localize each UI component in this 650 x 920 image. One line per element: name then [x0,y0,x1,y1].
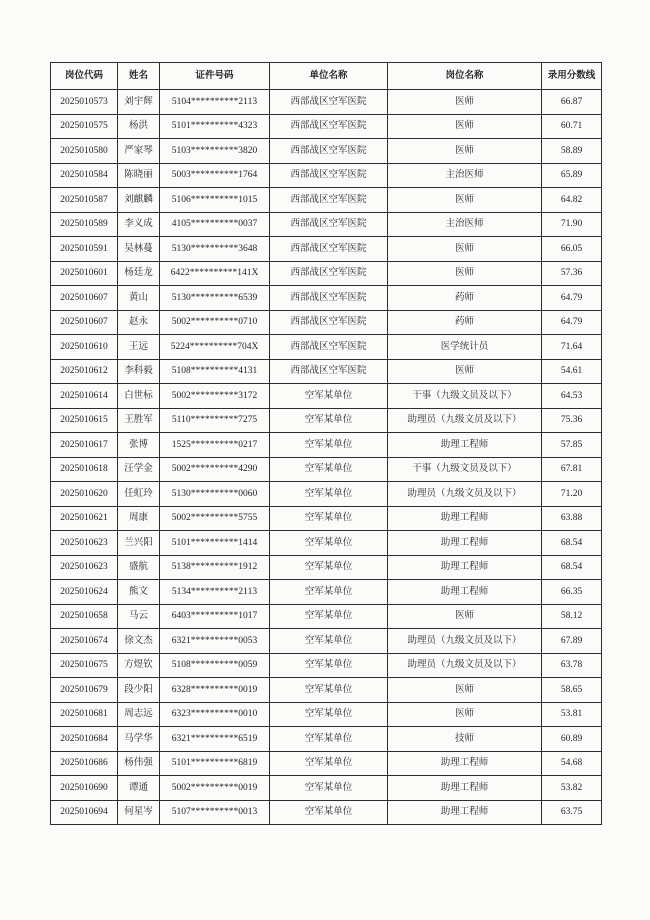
table-cell: 医师 [388,114,542,139]
table-cell: 60.89 [542,727,602,752]
table-cell: 方煜钦 [118,653,160,678]
table-cell: 西部战区空军医院 [270,261,388,286]
table-cell: 干事（九级文员及以下） [388,457,542,482]
table-cell: 58.12 [542,604,602,629]
table-cell: 54.61 [542,359,602,384]
table-cell: 空军某单位 [270,800,388,825]
table-cell: 5130**********3648 [160,237,270,262]
table-cell: 李义成 [118,212,160,237]
table-cell: 5101**********1414 [160,531,270,556]
table-cell: 2025010591 [51,237,118,262]
table-row [51,580,602,605]
table-cell: 空军某单位 [270,702,388,727]
table-cell: 吴林蔓 [118,237,160,262]
table-row [51,286,602,311]
table-cell: 空军某单位 [270,678,388,703]
table-cell: 医学统计员 [388,335,542,360]
table-cell: 空军某单位 [270,580,388,605]
table-cell: 马云 [118,604,160,629]
table-cell: 63.88 [542,506,602,531]
table-row [51,531,602,556]
table-cell: 西部战区空军医院 [270,188,388,213]
table-cell: 医师 [388,604,542,629]
column-header: 录用分数线 [542,63,602,90]
table-row [51,555,602,580]
table-cell: 西部战区空军医院 [270,335,388,360]
table-cell: 4105**********0037 [160,212,270,237]
table-cell: 2025010623 [51,555,118,580]
table-cell: 空军某单位 [270,727,388,752]
table-cell: 5130**********6539 [160,286,270,311]
table-cell: 医师 [388,90,542,115]
table-cell: 熊文 [118,580,160,605]
table-cell: 5103**********3820 [160,139,270,164]
table-cell: 5108**********0059 [160,653,270,678]
column-header: 证件号码 [160,63,270,90]
table-row [51,506,602,531]
table-cell: 医师 [388,139,542,164]
table-cell: 53.81 [542,702,602,727]
table-cell: 助理员（九级文员及以下） [388,653,542,678]
table-row [51,139,602,164]
table-cell: 1525**********0217 [160,433,270,458]
table-cell: 66.87 [542,90,602,115]
table-cell: 周志远 [118,702,160,727]
table-cell: 空军某单位 [270,653,388,678]
table-cell: 2025010681 [51,702,118,727]
table-cell: 张博 [118,433,160,458]
table-cell: 杨洪 [118,114,160,139]
table-cell: 2025010584 [51,163,118,188]
table-cell: 58.65 [542,678,602,703]
table-cell: 2025010573 [51,90,118,115]
table-cell: 助理工程师 [388,800,542,825]
table-cell: 6321**********6519 [160,727,270,752]
table-cell: 2025010589 [51,212,118,237]
table-cell: 空军某单位 [270,408,388,433]
table-cell: 66.35 [542,580,602,605]
table-cell: 2025010624 [51,580,118,605]
table-cell: 2025010615 [51,408,118,433]
table-cell: 2025010658 [51,604,118,629]
table-cell: 2025010617 [51,433,118,458]
table-cell: 2025010690 [51,776,118,801]
table-cell: 5101**********4323 [160,114,270,139]
table-cell: 西部战区空军医院 [270,310,388,335]
table-row [51,604,602,629]
table-cell: 空军某单位 [270,482,388,507]
table-cell: 助理工程师 [388,506,542,531]
table-cell: 67.81 [542,457,602,482]
table-cell: 药师 [388,286,542,311]
table-cell: 64.82 [542,188,602,213]
table-cell: 助理工程师 [388,433,542,458]
table-cell: 75.36 [542,408,602,433]
table-row [51,727,602,752]
table-cell: 67.89 [542,629,602,654]
table-cell: 5101**********6819 [160,751,270,776]
table-row [51,751,602,776]
table-cell: 周康 [118,506,160,531]
table-row [51,335,602,360]
table-row [51,678,602,703]
table-cell: 赵永 [118,310,160,335]
table-cell: 助理工程师 [388,776,542,801]
table-cell: 空军某单位 [270,776,388,801]
table-row [51,163,602,188]
table-row [51,776,602,801]
table-cell: 黄山 [118,286,160,311]
table-cell: 2025010674 [51,629,118,654]
table-cell: 助理工程师 [388,531,542,556]
table-cell: 5134**********2113 [160,580,270,605]
column-header: 岗位名称 [388,63,542,90]
table-cell: 71.90 [542,212,602,237]
table-cell: 干事（九级文员及以下） [388,384,542,409]
column-header: 姓名 [118,63,160,90]
table-cell: 5003**********1764 [160,163,270,188]
table-cell: 白世标 [118,384,160,409]
table-cell: 空军某单位 [270,751,388,776]
table-cell: 徐文杰 [118,629,160,654]
table-cell: 兰兴阳 [118,531,160,556]
table-row [51,800,602,825]
table-row [51,482,602,507]
table-cell: 5106**********1015 [160,188,270,213]
table-cell: 68.54 [542,555,602,580]
column-header: 岗位代码 [51,63,118,90]
table-row [51,408,602,433]
table-cell: 空军某单位 [270,384,388,409]
table-cell: 6328**********0019 [160,678,270,703]
table-cell: 5130**********0060 [160,482,270,507]
table-cell: 2025010679 [51,678,118,703]
table-cell: 65.89 [542,163,602,188]
table-cell: 助理员（九级文员及以下） [388,629,542,654]
table-cell: 5002**********0710 [160,310,270,335]
table-cell: 马学华 [118,727,160,752]
table-cell: 段少阳 [118,678,160,703]
table-cell: 空军某单位 [270,555,388,580]
table-cell: 63.78 [542,653,602,678]
table-body [51,90,602,825]
table-cell: 药师 [388,310,542,335]
table-cell: 60.71 [542,114,602,139]
table-cell: 2025010612 [51,359,118,384]
table-cell: 2025010587 [51,188,118,213]
table-cell: 5138**********1912 [160,555,270,580]
table-cell: 空军某单位 [270,433,388,458]
table-row [51,629,602,654]
table-cell: 58.89 [542,139,602,164]
table-cell: 助理工程师 [388,555,542,580]
table-row [51,261,602,286]
table-cell: 空军某单位 [270,531,388,556]
table-cell: 医师 [388,261,542,286]
table-cell: 2025010675 [51,653,118,678]
table-row [51,114,602,139]
table-cell: 57.85 [542,433,602,458]
table-cell: 空军某单位 [270,629,388,654]
table-cell: 2025010610 [51,335,118,360]
table-cell: 西部战区空军医院 [270,90,388,115]
table-cell: 王远 [118,335,160,360]
table-cell: 66.05 [542,237,602,262]
table-cell: 西部战区空军医院 [270,139,388,164]
table-cell: 53.82 [542,776,602,801]
table-row [51,212,602,237]
table-cell: 谭通 [118,776,160,801]
table-row [51,310,602,335]
table-row [51,237,602,262]
table-cell: 5107**********0013 [160,800,270,825]
table-cell: 陈晓丽 [118,163,160,188]
table-cell: 何星岑 [118,800,160,825]
table-cell: 西部战区空军医院 [270,163,388,188]
table-cell: 助理员（九级文员及以下） [388,408,542,433]
table-cell: 空军某单位 [270,604,388,629]
table-cell: 杨廷龙 [118,261,160,286]
table-cell: 6321**********0053 [160,629,270,654]
table-cell: 2025010694 [51,800,118,825]
table-cell: 空军某单位 [270,457,388,482]
table-cell: 64.79 [542,286,602,311]
table-cell: 5110**********7275 [160,408,270,433]
table-cell: 2025010607 [51,310,118,335]
table-cell: 2025010607 [51,286,118,311]
table-row [51,188,602,213]
table-cell: 李科毅 [118,359,160,384]
table-cell: 2025010575 [51,114,118,139]
header-row [51,63,602,90]
table-cell: 王胜军 [118,408,160,433]
table-cell: 2025010686 [51,751,118,776]
table-cell: 任虹玲 [118,482,160,507]
table-cell: 2025010601 [51,261,118,286]
table-cell: 汪学金 [118,457,160,482]
table-cell: 刘麒麟 [118,188,160,213]
table-row [51,702,602,727]
table-cell: 2025010614 [51,384,118,409]
table-cell: 5104**********2113 [160,90,270,115]
table-cell: 严家琴 [118,139,160,164]
table-cell: 5002**********3172 [160,384,270,409]
table-cell: 57.36 [542,261,602,286]
table-row [51,90,602,115]
table-cell: 6422**********141X [160,261,270,286]
table-cell: 助理员（九级文员及以下） [388,482,542,507]
table-cell: 刘宇辉 [118,90,160,115]
table-row [51,457,602,482]
table-cell: 主治医师 [388,163,542,188]
table-cell: 盛航 [118,555,160,580]
table-cell: 医师 [388,678,542,703]
table-cell: 西部战区空军医院 [270,212,388,237]
table-cell: 空军某单位 [270,506,388,531]
table-cell: 71.64 [542,335,602,360]
table-cell: 68.54 [542,531,602,556]
score-table [50,62,602,825]
column-header: 单位名称 [270,63,388,90]
table-cell: 64.79 [542,310,602,335]
table-row [51,653,602,678]
table-cell: 西部战区空军医院 [270,114,388,139]
table-cell: 2025010684 [51,727,118,752]
table-cell: 助理工程师 [388,751,542,776]
table-cell: 技师 [388,727,542,752]
table-cell: 医师 [388,188,542,213]
table-cell: 2025010623 [51,531,118,556]
table-cell: 63.75 [542,800,602,825]
table-cell: 2025010620 [51,482,118,507]
table-cell: 西部战区空军医院 [270,359,388,384]
table-cell: 5002**********5755 [160,506,270,531]
table-cell: 64.53 [542,384,602,409]
table-cell: 2025010580 [51,139,118,164]
table-cell: 西部战区空军医院 [270,286,388,311]
table-cell: 5108**********4131 [160,359,270,384]
table-cell: 西部战区空军医院 [270,237,388,262]
table-cell: 71.20 [542,482,602,507]
table-cell: 54.68 [542,751,602,776]
table-cell: 2025010621 [51,506,118,531]
table-cell: 杨伟强 [118,751,160,776]
table-cell: 助理工程师 [388,580,542,605]
table-cell: 2025010618 [51,457,118,482]
table-row [51,433,602,458]
table-cell: 医师 [388,359,542,384]
table-cell: 6403**********1017 [160,604,270,629]
table-cell: 医师 [388,702,542,727]
table-cell: 5224**********704X [160,335,270,360]
table-cell: 5002**********0019 [160,776,270,801]
table-cell: 5002**********4290 [160,457,270,482]
table-cell: 6323**********0010 [160,702,270,727]
table-row [51,359,602,384]
table-cell: 医师 [388,237,542,262]
table-row [51,384,602,409]
table-cell: 主治医师 [388,212,542,237]
